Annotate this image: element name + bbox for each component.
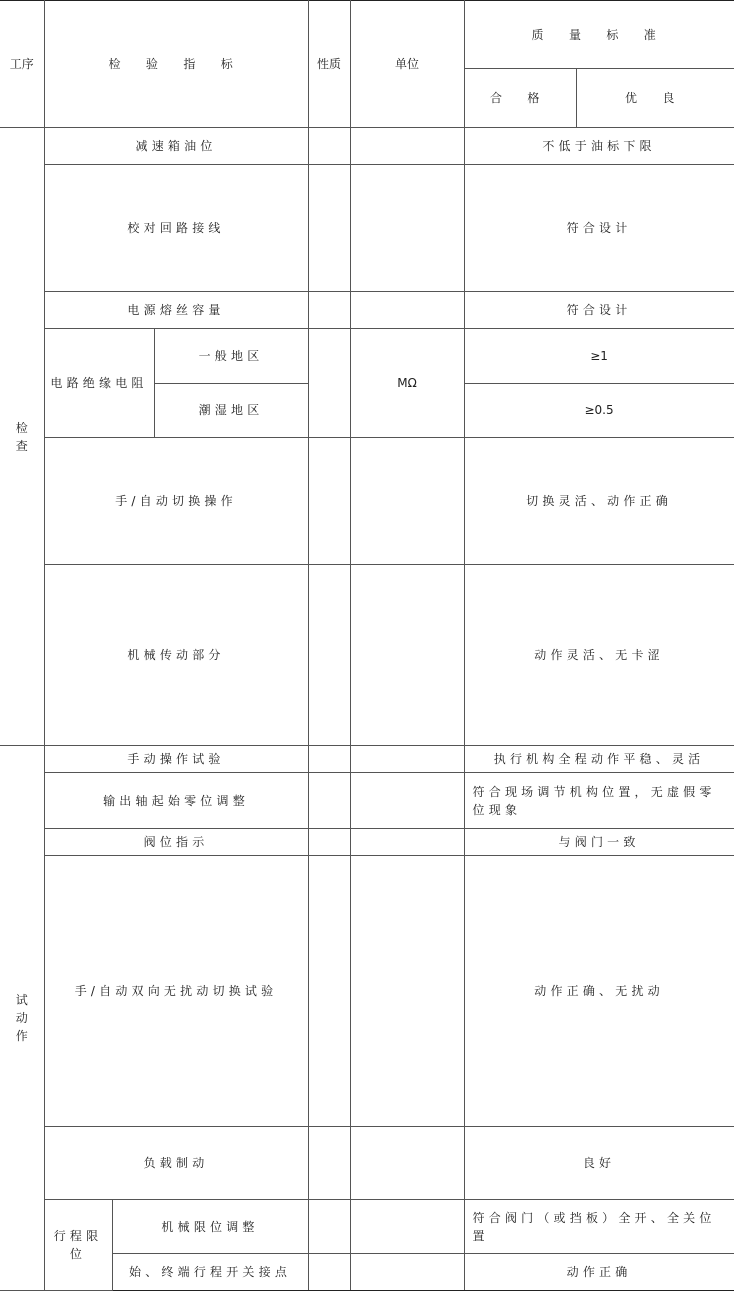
table-row — [0, 565, 734, 746]
row-standard: 动作正确 — [464, 1254, 734, 1291]
row-nature — [308, 565, 350, 746]
row-indicator: 校对回路接线 — [44, 165, 308, 292]
row-standard: 与阀门一致 — [464, 829, 734, 856]
row-standard: 良好 — [464, 1127, 734, 1200]
row-standard: 不低于油标下限 — [464, 128, 734, 165]
table-row — [0, 856, 734, 1127]
table-row — [0, 438, 734, 565]
row-standard: 执行机构全程动作平稳、灵活 — [464, 746, 734, 773]
row-unit — [350, 1200, 464, 1254]
row-indicator: 手动操作试验 — [44, 746, 308, 773]
header-qualified: 合 格 — [464, 69, 576, 128]
row-nature — [308, 746, 350, 773]
row-unit — [350, 773, 464, 829]
row-indicator: 负载制动 — [44, 1127, 308, 1200]
row-nature — [308, 438, 350, 565]
section-inspection: 检 查 — [0, 128, 44, 746]
row-unit — [350, 565, 464, 746]
row-standard: 切换灵活、动作正确 — [464, 438, 734, 565]
row-subitem: 潮湿地区 — [154, 383, 308, 438]
row-unit: MΩ — [350, 329, 464, 438]
row-nature — [308, 829, 350, 856]
row-unit — [350, 1254, 464, 1291]
row-unit — [350, 128, 464, 165]
row-unit — [350, 856, 464, 1127]
row-nature — [308, 773, 350, 829]
row-subitem: 一般地区 — [154, 329, 308, 384]
row-indicator: 手/自动切换操作 — [44, 438, 308, 565]
table-row — [0, 165, 734, 292]
row-unit — [350, 746, 464, 773]
row-indicator: 机械传动部分 — [44, 565, 308, 746]
row-nature — [308, 128, 350, 165]
header-row — [0, 1, 734, 69]
row-standard: ≥0.5 — [464, 383, 734, 438]
section-trial: 试 动 作 — [0, 746, 44, 1291]
row-standard: ≥1 — [464, 329, 734, 384]
row-nature — [308, 1127, 350, 1200]
header-indicator: 检 验 指 标 — [44, 1, 308, 128]
table-row — [0, 128, 734, 165]
row-unit — [350, 165, 464, 292]
row-standard: 动作正确、无扰动 — [464, 856, 734, 1127]
row-nature — [308, 1200, 350, 1254]
row-subitem: 机械限位调整 — [112, 1200, 308, 1254]
header-unit: 单位 — [350, 1, 464, 128]
row-indicator: 输出轴起始零位调整 — [44, 773, 308, 829]
header-process: 工序 — [0, 1, 44, 128]
row-standard: 符合现场调节机构位置，无虚假零位现象 — [464, 773, 734, 829]
row-indicator: 减速箱油位 — [44, 128, 308, 165]
row-nature — [308, 165, 350, 292]
table-row — [0, 1127, 734, 1200]
row-standard: 符合阀门（或挡板）全开、全关位置 — [464, 1200, 734, 1254]
row-nature — [308, 1254, 350, 1291]
row-indicator: 阀位指示 — [44, 829, 308, 856]
header-quality-standard: 质 量 标 准 — [464, 1, 734, 69]
row-nature — [308, 292, 350, 329]
table-row — [0, 773, 734, 829]
row-nature — [308, 856, 350, 1127]
row-indicator: 行程限位 — [44, 1200, 112, 1291]
table-row — [0, 329, 734, 384]
row-standard: 动作灵活、无卡涩 — [464, 565, 734, 746]
row-indicator: 电路绝缘电阻 — [44, 329, 154, 438]
header-excellent: 优 良 — [576, 69, 734, 128]
header-nature: 性质 — [308, 1, 350, 128]
row-unit — [350, 292, 464, 329]
row-standard: 符合设计 — [464, 165, 734, 292]
table-row — [0, 746, 734, 773]
table-row — [0, 829, 734, 856]
row-standard: 符合设计 — [464, 292, 734, 329]
row-subitem: 始、终端行程开关接点 — [112, 1254, 308, 1291]
row-unit — [350, 438, 464, 565]
row-indicator: 手/自动双向无扰动切换试验 — [44, 856, 308, 1127]
table-row — [0, 292, 734, 329]
row-indicator: 电源熔丝容量 — [44, 292, 308, 329]
row-unit — [350, 1127, 464, 1200]
table-row — [0, 1200, 734, 1254]
row-nature — [308, 329, 350, 438]
row-unit — [350, 829, 464, 856]
